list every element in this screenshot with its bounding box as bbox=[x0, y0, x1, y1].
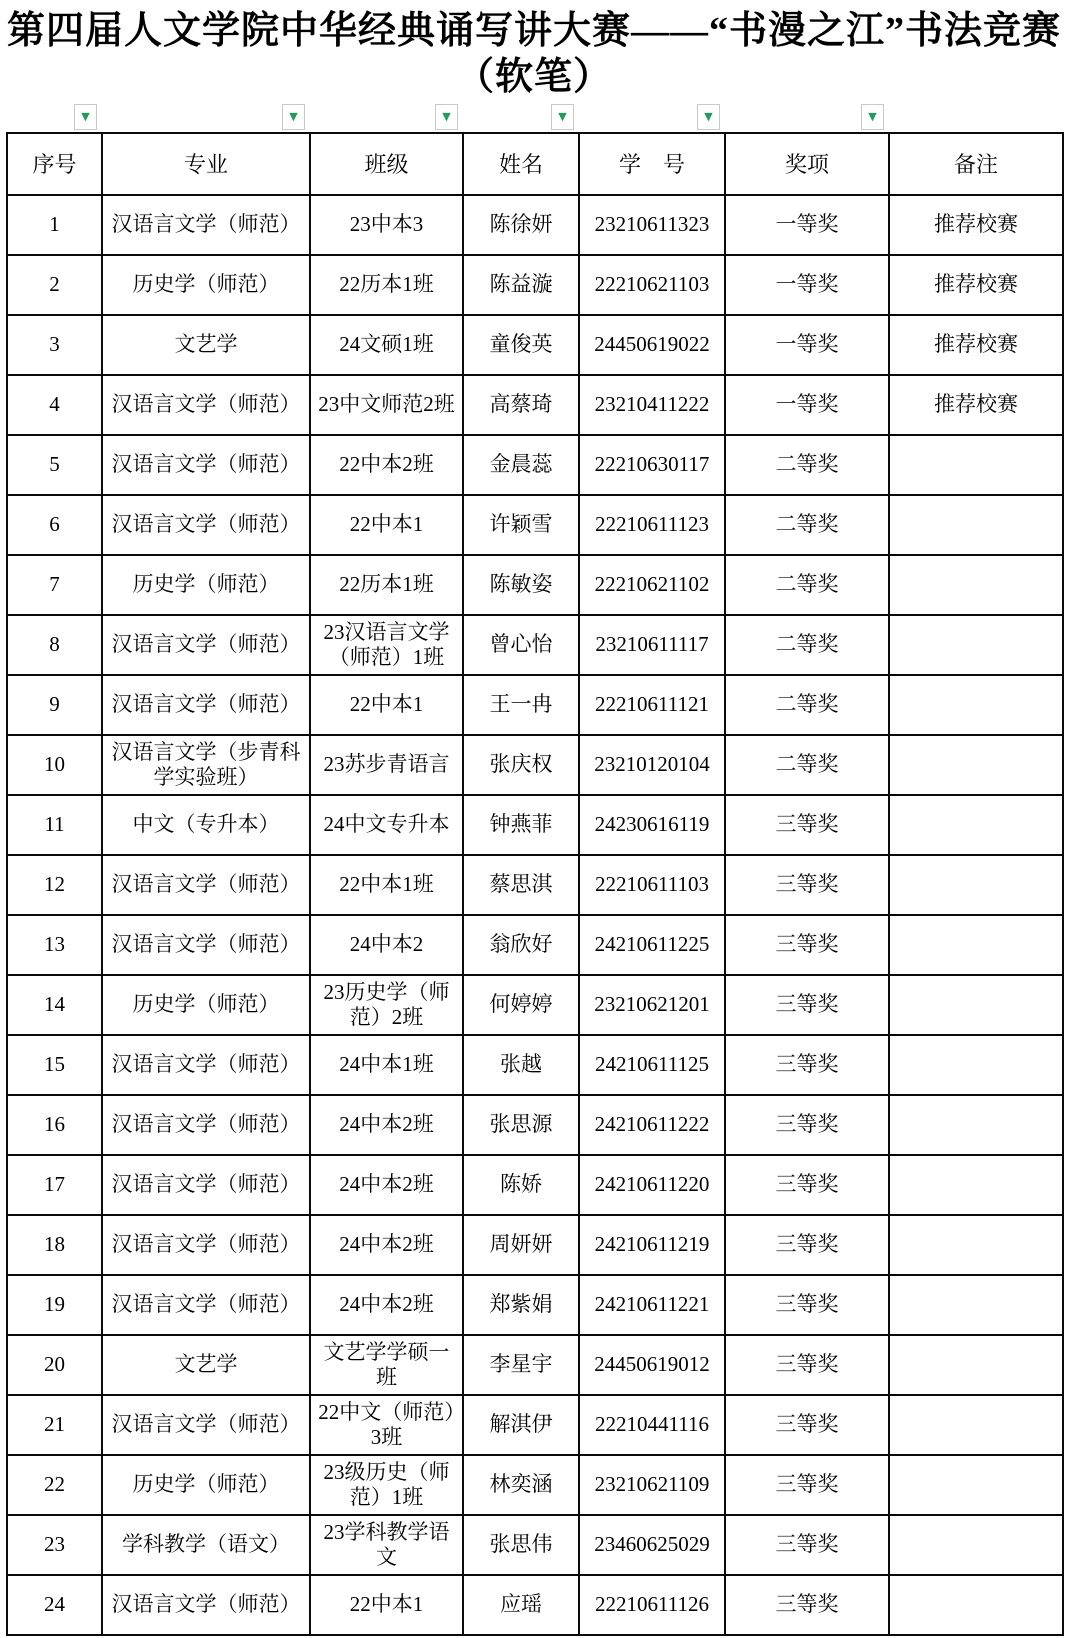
cell-class[interactable]: 23汉语言文学（师范）1班 bbox=[310, 615, 463, 675]
cell-name[interactable]: 应瑶 bbox=[463, 1575, 579, 1635]
page-title bbox=[0, 0, 1068, 101]
cell-class[interactable]: 23历史学（师范）2班 bbox=[310, 975, 463, 1035]
cell-index[interactable]: 18 bbox=[7, 1215, 102, 1275]
cell-index[interactable]: 2 bbox=[7, 255, 102, 315]
results-table bbox=[6, 132, 1064, 1636]
cell-award[interactable]: 二等奖 bbox=[725, 495, 889, 555]
cell-index[interactable]: 15 bbox=[7, 1035, 102, 1095]
cell-student-id[interactable]: 23210611323 bbox=[579, 195, 725, 255]
cell-award[interactable]: 三等奖 bbox=[725, 915, 889, 975]
cell-name[interactable]: 李星宇 bbox=[463, 1335, 579, 1395]
filter-dropdown-button-2[interactable] bbox=[282, 104, 305, 130]
cell-major[interactable]: 汉语言文学（师范） bbox=[102, 1035, 310, 1095]
cell-class[interactable]: 24文硕1班 bbox=[310, 315, 463, 375]
cell-major[interactable]: 汉语言文学（师范） bbox=[102, 1215, 310, 1275]
cell-index[interactable]: 5 bbox=[7, 435, 102, 495]
cell-major[interactable]: 汉语言文学（师范） bbox=[102, 1095, 310, 1155]
table-row bbox=[7, 1455, 1063, 1515]
cell-major[interactable]: 汉语言文学（师范） bbox=[102, 1155, 310, 1215]
cell-remark[interactable] bbox=[889, 1395, 1063, 1455]
cell-award[interactable]: 三等奖 bbox=[725, 1095, 889, 1155]
cell-major[interactable]: 汉语言文学（师范） bbox=[102, 1395, 310, 1455]
cell-index[interactable]: 17 bbox=[7, 1155, 102, 1215]
cell-name[interactable]: 钟燕菲 bbox=[463, 795, 579, 855]
cell-major[interactable]: 汉语言文学（师范） bbox=[102, 675, 310, 735]
cell-index[interactable]: 6 bbox=[7, 495, 102, 555]
cell-remark[interactable] bbox=[889, 555, 1063, 615]
cell-remark[interactable] bbox=[889, 735, 1063, 795]
cell-student-id[interactable]: 23460625029 bbox=[579, 1515, 725, 1575]
cell-award[interactable]: 三等奖 bbox=[725, 1275, 889, 1335]
cell-name[interactable]: 张越 bbox=[463, 1035, 579, 1095]
cell-student-id[interactable]: 22210611123 bbox=[579, 495, 725, 555]
cell-award[interactable]: 三等奖 bbox=[725, 855, 889, 915]
cell-name[interactable]: 张庆权 bbox=[463, 735, 579, 795]
cell-class[interactable]: 24中本1班 bbox=[310, 1035, 463, 1095]
cell-major[interactable]: 历史学（师范） bbox=[102, 975, 310, 1035]
cell-major[interactable]: 汉语言文学（师范） bbox=[102, 195, 310, 255]
cell-student-id[interactable]: 22210611103 bbox=[579, 855, 725, 915]
cell-student-id[interactable]: 24210611220 bbox=[579, 1155, 725, 1215]
table-row bbox=[7, 795, 1063, 855]
cell-index[interactable]: 1 bbox=[7, 195, 102, 255]
cell-class[interactable]: 文艺学学硕一班 bbox=[310, 1335, 463, 1395]
cell-major[interactable]: 学科教学（语文） bbox=[102, 1515, 310, 1575]
cell-remark[interactable] bbox=[889, 915, 1063, 975]
filter-arrow-icon: ▼ bbox=[442, 110, 451, 124]
cell-major[interactable]: 汉语言文学（师范） bbox=[102, 375, 310, 435]
header-cell-major[interactable]: 专业 bbox=[102, 133, 310, 195]
cell-remark[interactable] bbox=[889, 1575, 1063, 1635]
cell-major[interactable]: 汉语言文学（步青科学实验班） bbox=[102, 735, 310, 795]
cell-remark[interactable] bbox=[889, 615, 1063, 675]
cell-class[interactable]: 22中本1班 bbox=[310, 855, 463, 915]
cell-index[interactable]: 22 bbox=[7, 1455, 102, 1515]
cell-name[interactable]: 王一冉 bbox=[463, 675, 579, 735]
header-cell-class[interactable]: 班级 bbox=[310, 133, 463, 195]
cell-name[interactable]: 张思源 bbox=[463, 1095, 579, 1155]
cell-award[interactable]: 三等奖 bbox=[725, 1455, 889, 1515]
table-row bbox=[7, 1515, 1063, 1575]
cell-remark[interactable] bbox=[889, 795, 1063, 855]
cell-class[interactable]: 22中本1 bbox=[310, 675, 463, 735]
cell-remark[interactable] bbox=[889, 1155, 1063, 1215]
filter-arrow-icon: ▼ bbox=[289, 110, 298, 124]
header-row bbox=[7, 133, 1063, 195]
cell-class[interactable]: 22历本1班 bbox=[310, 555, 463, 615]
table-row bbox=[7, 1095, 1063, 1155]
cell-name[interactable]: 张思伟 bbox=[463, 1515, 579, 1575]
filter-arrow-icon: ▼ bbox=[704, 110, 713, 124]
autofilter-row bbox=[0, 101, 1068, 132]
cell-class[interactable]: 23苏步青语言 bbox=[310, 735, 463, 795]
cell-student-id[interactable]: 24210611222 bbox=[579, 1095, 725, 1155]
cell-class[interactable]: 23学科教学语文 bbox=[310, 1515, 463, 1575]
cell-award[interactable]: 一等奖 bbox=[725, 195, 889, 255]
cell-remark[interactable] bbox=[889, 435, 1063, 495]
table-row bbox=[7, 1215, 1063, 1275]
cell-class[interactable]: 24中本2班 bbox=[310, 1095, 463, 1155]
cell-remark[interactable]: 推荐校赛 bbox=[889, 255, 1063, 315]
header-cell-remark[interactable]: 备注 bbox=[889, 133, 1063, 195]
cell-index[interactable]: 10 bbox=[7, 735, 102, 795]
cell-index[interactable]: 11 bbox=[7, 795, 102, 855]
table-row bbox=[7, 1155, 1063, 1215]
cell-index[interactable]: 16 bbox=[7, 1095, 102, 1155]
cell-index[interactable]: 9 bbox=[7, 675, 102, 735]
cell-student-id[interactable]: 23210120104 bbox=[579, 735, 725, 795]
table-row bbox=[7, 255, 1063, 315]
cell-major[interactable]: 汉语言文学（师范） bbox=[102, 1275, 310, 1335]
cell-major[interactable]: 历史学（师范） bbox=[102, 255, 310, 315]
header-cell-name[interactable]: 姓名 bbox=[463, 133, 579, 195]
cell-award[interactable]: 一等奖 bbox=[725, 375, 889, 435]
filter-arrow-icon: ▼ bbox=[868, 110, 877, 124]
table-row bbox=[7, 435, 1063, 495]
cell-index[interactable]: 14 bbox=[7, 975, 102, 1035]
cell-student-id[interactable]: 24210611221 bbox=[579, 1275, 725, 1335]
results-table-header bbox=[7, 133, 1063, 195]
cell-award[interactable]: 三等奖 bbox=[725, 1155, 889, 1215]
cell-class[interactable]: 22历本1班 bbox=[310, 255, 463, 315]
cell-award[interactable]: 三等奖 bbox=[725, 975, 889, 1035]
cell-name[interactable]: 陈益漩 bbox=[463, 255, 579, 315]
cell-remark[interactable] bbox=[889, 1095, 1063, 1155]
cell-major[interactable]: 汉语言文学（师范） bbox=[102, 915, 310, 975]
cell-student-id[interactable]: 24230616119 bbox=[579, 795, 725, 855]
cell-student-id[interactable]: 22210630117 bbox=[579, 435, 725, 495]
cell-award[interactable]: 二等奖 bbox=[725, 675, 889, 735]
filter-dropdown-button-5[interactable] bbox=[697, 104, 720, 130]
cell-award[interactable]: 二等奖 bbox=[725, 435, 889, 495]
cell-remark[interactable] bbox=[889, 1515, 1063, 1575]
cell-award[interactable]: 三等奖 bbox=[725, 1515, 889, 1575]
cell-student-id[interactable]: 22210621103 bbox=[579, 255, 725, 315]
cell-index[interactable]: 12 bbox=[7, 855, 102, 915]
table-row bbox=[7, 1575, 1063, 1635]
cell-class[interactable]: 23中文师范2班 bbox=[310, 375, 463, 435]
cell-major[interactable]: 文艺学 bbox=[102, 315, 310, 375]
cell-index[interactable]: 19 bbox=[7, 1275, 102, 1335]
header-cell-award[interactable]: 奖项 bbox=[725, 133, 889, 195]
cell-remark[interactable] bbox=[889, 675, 1063, 735]
cell-remark[interactable] bbox=[889, 1275, 1063, 1335]
cell-class[interactable]: 24中本2班 bbox=[310, 1215, 463, 1275]
cell-index[interactable]: 4 bbox=[7, 375, 102, 435]
cell-class[interactable]: 22中文（师范）3班 bbox=[310, 1395, 463, 1455]
cell-major[interactable]: 汉语言文学（师范） bbox=[102, 615, 310, 675]
cell-class[interactable]: 24中本2 bbox=[310, 915, 463, 975]
cell-name[interactable]: 曾心怡 bbox=[463, 615, 579, 675]
cell-remark[interactable]: 推荐校赛 bbox=[889, 375, 1063, 435]
cell-award[interactable]: 三等奖 bbox=[725, 1395, 889, 1455]
table-row bbox=[7, 195, 1063, 255]
cell-index[interactable]: 24 bbox=[7, 1575, 102, 1635]
page-title-line2: （软笔） bbox=[455, 56, 612, 99]
cell-class[interactable]: 22中本2班 bbox=[310, 435, 463, 495]
cell-name[interactable]: 郑紫娟 bbox=[463, 1275, 579, 1335]
cell-name[interactable]: 周妍妍 bbox=[463, 1215, 579, 1275]
cell-student-id[interactable]: 23210621201 bbox=[579, 975, 725, 1035]
filter-arrow-icon: ▼ bbox=[558, 110, 567, 124]
cell-name[interactable]: 高蔡琦 bbox=[463, 375, 579, 435]
cell-student-id[interactable]: 24210611225 bbox=[579, 915, 725, 975]
cell-award[interactable]: 三等奖 bbox=[725, 795, 889, 855]
cell-award[interactable]: 三等奖 bbox=[725, 1575, 889, 1635]
cell-class[interactable]: 24中本2班 bbox=[310, 1155, 463, 1215]
cell-award[interactable]: 二等奖 bbox=[725, 555, 889, 615]
results-table-body bbox=[7, 195, 1063, 1635]
cell-name[interactable]: 解淇伊 bbox=[463, 1395, 579, 1455]
header-cell-index[interactable]: 序号 bbox=[7, 133, 102, 195]
cell-award[interactable]: 三等奖 bbox=[725, 1215, 889, 1275]
cell-index[interactable]: 8 bbox=[7, 615, 102, 675]
cell-name[interactable]: 陈娇 bbox=[463, 1155, 579, 1215]
cell-name[interactable]: 许颖雪 bbox=[463, 495, 579, 555]
cell-index[interactable]: 7 bbox=[7, 555, 102, 615]
table-row bbox=[7, 735, 1063, 795]
filter-arrow-icon: ▼ bbox=[81, 110, 90, 124]
cell-remark[interactable]: 推荐校赛 bbox=[889, 195, 1063, 255]
cell-award[interactable]: 三等奖 bbox=[725, 1035, 889, 1095]
cell-major[interactable]: 汉语言文学（师范） bbox=[102, 1575, 310, 1635]
cell-name[interactable]: 何婷婷 bbox=[463, 975, 579, 1035]
table-row bbox=[7, 1035, 1063, 1095]
cell-student-id[interactable]: 24210611125 bbox=[579, 1035, 725, 1095]
cell-student-id[interactable]: 22210441116 bbox=[579, 1395, 725, 1455]
filter-dropdown-button-3[interactable] bbox=[435, 104, 458, 130]
table-row bbox=[7, 915, 1063, 975]
cell-remark[interactable] bbox=[889, 975, 1063, 1035]
table-row bbox=[7, 1395, 1063, 1455]
cell-name[interactable]: 翁欣好 bbox=[463, 915, 579, 975]
page-title-line1: 第四届人文学院中华经典诵写讲大赛——“书漫之江”书法竞赛 bbox=[6, 10, 1061, 52]
cell-major[interactable]: 历史学（师范） bbox=[102, 1455, 310, 1515]
cell-name[interactable]: 林奕涵 bbox=[463, 1455, 579, 1515]
cell-remark[interactable] bbox=[889, 495, 1063, 555]
cell-major[interactable]: 汉语言文学（师范） bbox=[102, 435, 310, 495]
cell-major[interactable]: 历史学（师范） bbox=[102, 555, 310, 615]
cell-student-id[interactable]: 23210411222 bbox=[579, 375, 725, 435]
header-cell-student-id[interactable]: 学 号 bbox=[579, 133, 725, 195]
cell-remark[interactable] bbox=[889, 1215, 1063, 1275]
cell-remark[interactable] bbox=[889, 855, 1063, 915]
cell-award[interactable]: 一等奖 bbox=[725, 255, 889, 315]
filter-dropdown-button-1[interactable] bbox=[74, 104, 97, 130]
cell-class[interactable]: 23级历史（师范）1班 bbox=[310, 1455, 463, 1515]
cell-student-id[interactable]: 22210621102 bbox=[579, 555, 725, 615]
cell-major[interactable]: 文艺学 bbox=[102, 1335, 310, 1395]
cell-student-id[interactable]: 23210621109 bbox=[579, 1455, 725, 1515]
cell-major[interactable]: 汉语言文学（师范） bbox=[102, 495, 310, 555]
table-row bbox=[7, 1335, 1063, 1395]
cell-index[interactable]: 23 bbox=[7, 1515, 102, 1575]
cell-name[interactable]: 陈徐妍 bbox=[463, 195, 579, 255]
cell-name[interactable]: 童俊英 bbox=[463, 315, 579, 375]
cell-student-id[interactable]: 22210611126 bbox=[579, 1575, 725, 1635]
cell-student-id[interactable]: 23210611117 bbox=[579, 615, 725, 675]
table-row bbox=[7, 315, 1063, 375]
cell-student-id[interactable]: 24450619012 bbox=[579, 1335, 725, 1395]
cell-class[interactable]: 24中文专升本 bbox=[310, 795, 463, 855]
cell-award[interactable]: 一等奖 bbox=[725, 315, 889, 375]
cell-class[interactable]: 23中本3 bbox=[310, 195, 463, 255]
cell-class[interactable]: 22中本1 bbox=[310, 495, 463, 555]
table-row bbox=[7, 555, 1063, 615]
table-row bbox=[7, 1275, 1063, 1335]
cell-remark[interactable] bbox=[889, 1455, 1063, 1515]
cell-index[interactable]: 21 bbox=[7, 1395, 102, 1455]
cell-name[interactable]: 金晨蕊 bbox=[463, 435, 579, 495]
cell-index[interactable]: 13 bbox=[7, 915, 102, 975]
cell-class[interactable]: 22中本1 bbox=[310, 1575, 463, 1635]
table-row bbox=[7, 375, 1063, 435]
cell-award[interactable]: 三等奖 bbox=[725, 1335, 889, 1395]
cell-student-id[interactable]: 24210611219 bbox=[579, 1215, 725, 1275]
cell-major[interactable]: 中文（专升本） bbox=[102, 795, 310, 855]
filter-dropdown-button-6[interactable] bbox=[861, 104, 884, 130]
filter-dropdown-button-4[interactable] bbox=[551, 104, 574, 130]
cell-remark[interactable]: 推荐校赛 bbox=[889, 315, 1063, 375]
cell-award[interactable]: 二等奖 bbox=[725, 735, 889, 795]
cell-index[interactable]: 3 bbox=[7, 315, 102, 375]
cell-name[interactable]: 蔡思淇 bbox=[463, 855, 579, 915]
cell-remark[interactable] bbox=[889, 1335, 1063, 1395]
cell-class[interactable]: 24中本2班 bbox=[310, 1275, 463, 1335]
cell-remark[interactable] bbox=[889, 1035, 1063, 1095]
cell-student-id[interactable]: 22210611121 bbox=[579, 675, 725, 735]
cell-name[interactable]: 陈敏姿 bbox=[463, 555, 579, 615]
cell-major[interactable]: 汉语言文学（师范） bbox=[102, 855, 310, 915]
cell-award[interactable]: 二等奖 bbox=[725, 615, 889, 675]
cell-index[interactable]: 20 bbox=[7, 1335, 102, 1395]
table-row bbox=[7, 855, 1063, 915]
table-row bbox=[7, 495, 1063, 555]
table-row bbox=[7, 675, 1063, 735]
table-row bbox=[7, 615, 1063, 675]
cell-student-id[interactable]: 24450619022 bbox=[579, 315, 725, 375]
table-row bbox=[7, 975, 1063, 1035]
